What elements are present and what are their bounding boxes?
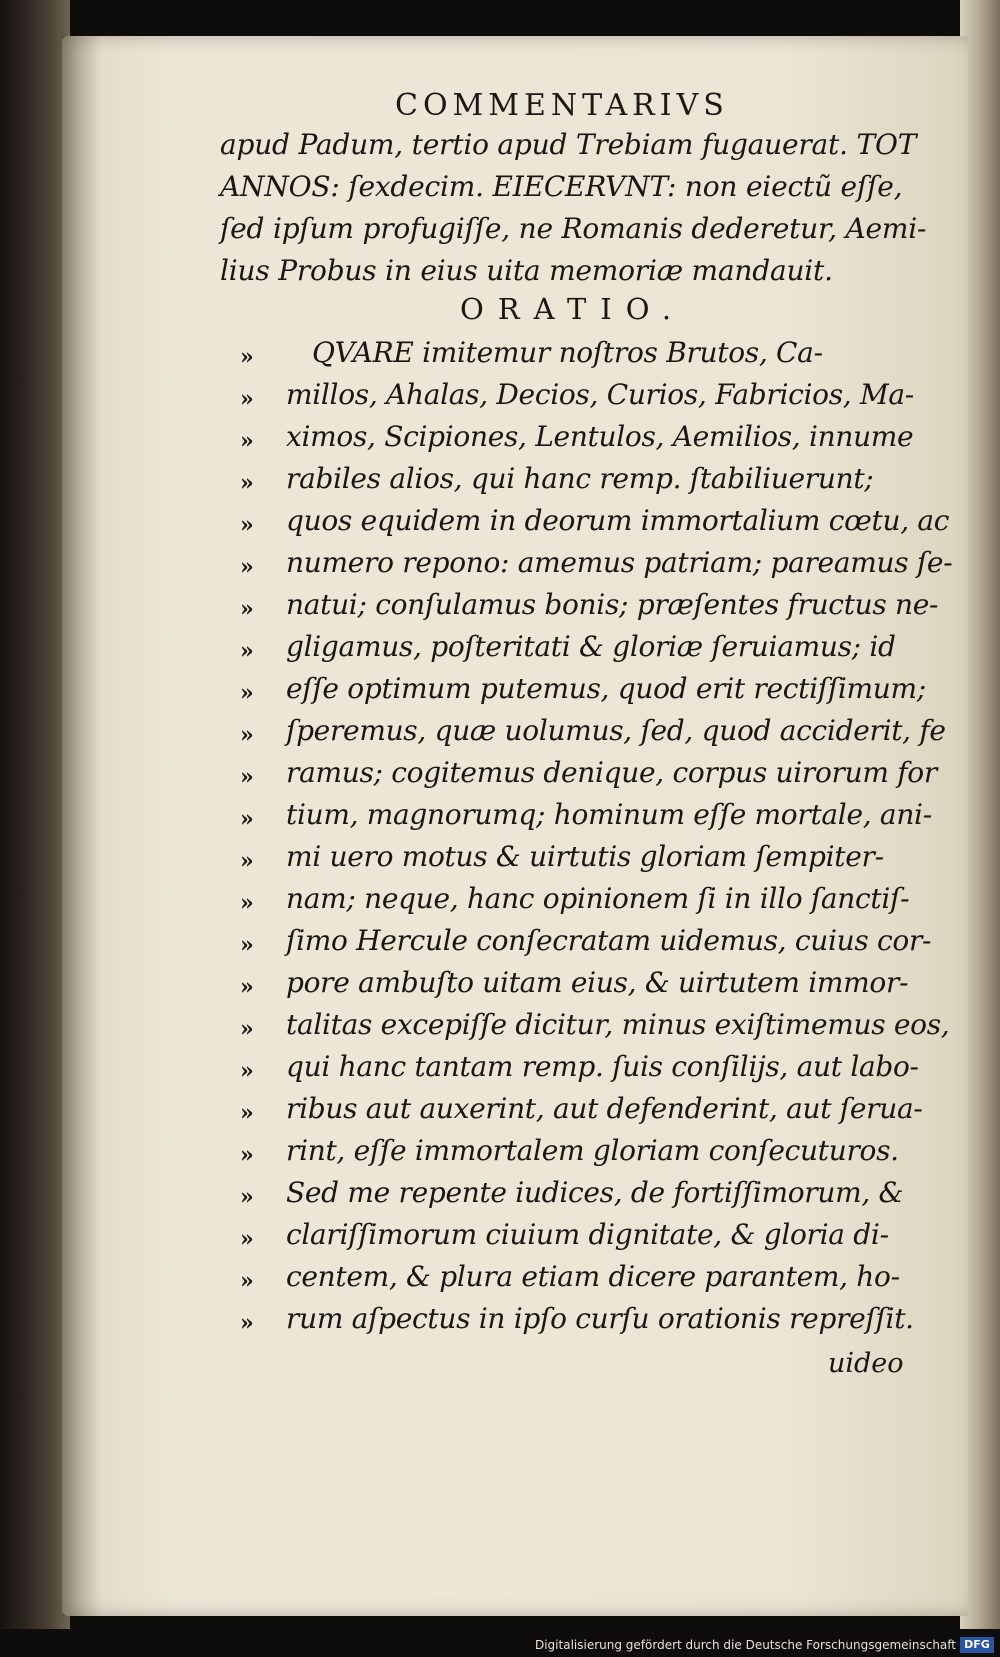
- oratio-line: numero repono: amemus patriam; pareamus ſe-: [286, 546, 953, 579]
- catchword: uideo: [828, 1348, 904, 1379]
- quotation-marker: »: [240, 344, 254, 370]
- oratio-line: quos equidem in deorum immortalium cœtu, ac: [286, 504, 950, 537]
- quotation-marker: »: [240, 428, 254, 454]
- oratio-line: millos, Ahalas, Decios, Curios, Fabricios, Ma-: [286, 378, 914, 411]
- quotation-marker: »: [240, 470, 254, 496]
- quotation-marker: »: [240, 1016, 254, 1042]
- oratio-line: QVARE imitemur noſtros Brutos, Ca-: [312, 336, 823, 369]
- commentary-line: apud Padum, tertio apud Trebiam fugauerat. TOT: [220, 128, 917, 161]
- oratio-line: eſſe optimum putemus, quod erit rectiſſimum;: [286, 672, 926, 705]
- quotation-marker: »: [240, 806, 254, 832]
- oratio-line: ramus; cogitemus denique, corpus uirorum for: [286, 756, 937, 789]
- oratio-line: talitas excepiſſe dicitur, minus exiſtimemus eos,: [286, 1008, 950, 1041]
- commentary-line: ANNOS: ſexdecim. EIECERVNT: non eiectũ eſſe,: [220, 170, 903, 203]
- oratio-line: centem, & plura etiam dicere parantem, ho-: [286, 1260, 900, 1293]
- oratio-line: rum aſpectus in ipſo curſu orationis repreſſit.: [286, 1302, 914, 1335]
- quotation-marker: »: [240, 1268, 254, 1294]
- quotation-marker: »: [240, 512, 254, 538]
- oratio-line: gligamus, poſteritati & gloriæ ſeruiamus; id: [286, 630, 896, 663]
- footer-bar: [0, 1629, 1000, 1657]
- oratio-line: ximos, Scipiones, Lentulos, Aemilios, innume: [286, 420, 914, 453]
- running-head: COMMENTARIVS: [395, 88, 729, 123]
- quotation-marker: »: [240, 1310, 254, 1336]
- oratio-line: mi uero motus & uirtutis gloriam ſempiter-: [286, 840, 884, 873]
- book-cover-edge: [0, 0, 70, 1657]
- oratio-line: ſperemus, quæ uolumus, ſed, quod acciderit, fe: [286, 714, 946, 747]
- oratio-line: rint, eſſe immortalem gloriam conſecuturos.: [286, 1134, 899, 1167]
- digitization-credit: Digitalisierung gefördert durch die Deutsche Forschungsgemeinschaft: [534, 1638, 956, 1652]
- oratio-line: natui; conſulamus bonis; præſentes fructus ne-: [286, 588, 939, 621]
- quotation-marker: »: [240, 638, 254, 664]
- quotation-marker: »: [240, 764, 254, 790]
- oratio-line: ſimo Hercule conſecratam uidemus, cuius cor-: [286, 924, 932, 957]
- oratio-line: qui hanc tantam remp. ſuis conſilijs, aut labo-: [286, 1050, 919, 1083]
- gutter-shadow: [62, 36, 102, 1616]
- commentary-line: lius Probus in eius uita memoriæ mandauit.: [220, 254, 833, 287]
- oratio-line: clariſſimorum ciuium dignitate, & gloria di-: [286, 1218, 889, 1251]
- quotation-marker: »: [240, 722, 254, 748]
- oratio-line: pore ambuſto uitam eius, & uirtutem immor-: [286, 966, 909, 999]
- quotation-marker: »: [240, 1226, 254, 1252]
- quotation-marker: »: [240, 974, 254, 1000]
- quotation-marker: »: [240, 890, 254, 916]
- quotation-marker: »: [240, 1100, 254, 1126]
- commentary-line: ſed ipſum profugiſſe, ne Romanis dederetur, Aemi-: [220, 212, 927, 245]
- oratio-line: Sed me repente iudices, de fortiſſimorum, &: [286, 1176, 904, 1209]
- oratio-line: rabiles alios, qui hanc remp. ſtabiliuerunt;: [286, 462, 874, 495]
- quotation-marker: »: [240, 932, 254, 958]
- quotation-marker: »: [240, 1142, 254, 1168]
- oratio-line: nam; neque, hanc opinionem ſi in illo ſanctiſ-: [286, 882, 910, 915]
- quotation-marker: »: [240, 386, 254, 412]
- quotation-marker: »: [240, 596, 254, 622]
- dfg-logo: DFG: [960, 1637, 994, 1653]
- quotation-marker: »: [240, 1058, 254, 1084]
- quotation-marker: »: [240, 680, 254, 706]
- quotation-marker: »: [240, 848, 254, 874]
- section-heading: ORATIO.: [460, 292, 686, 326]
- quotation-marker: »: [240, 1184, 254, 1210]
- oratio-line: ribus aut auxerint, aut defenderint, aut ſerua-: [286, 1092, 923, 1125]
- oratio-line: tium, magnorumq; hominum eſſe mortale, ani-: [286, 798, 932, 831]
- quotation-marker: »: [240, 554, 254, 580]
